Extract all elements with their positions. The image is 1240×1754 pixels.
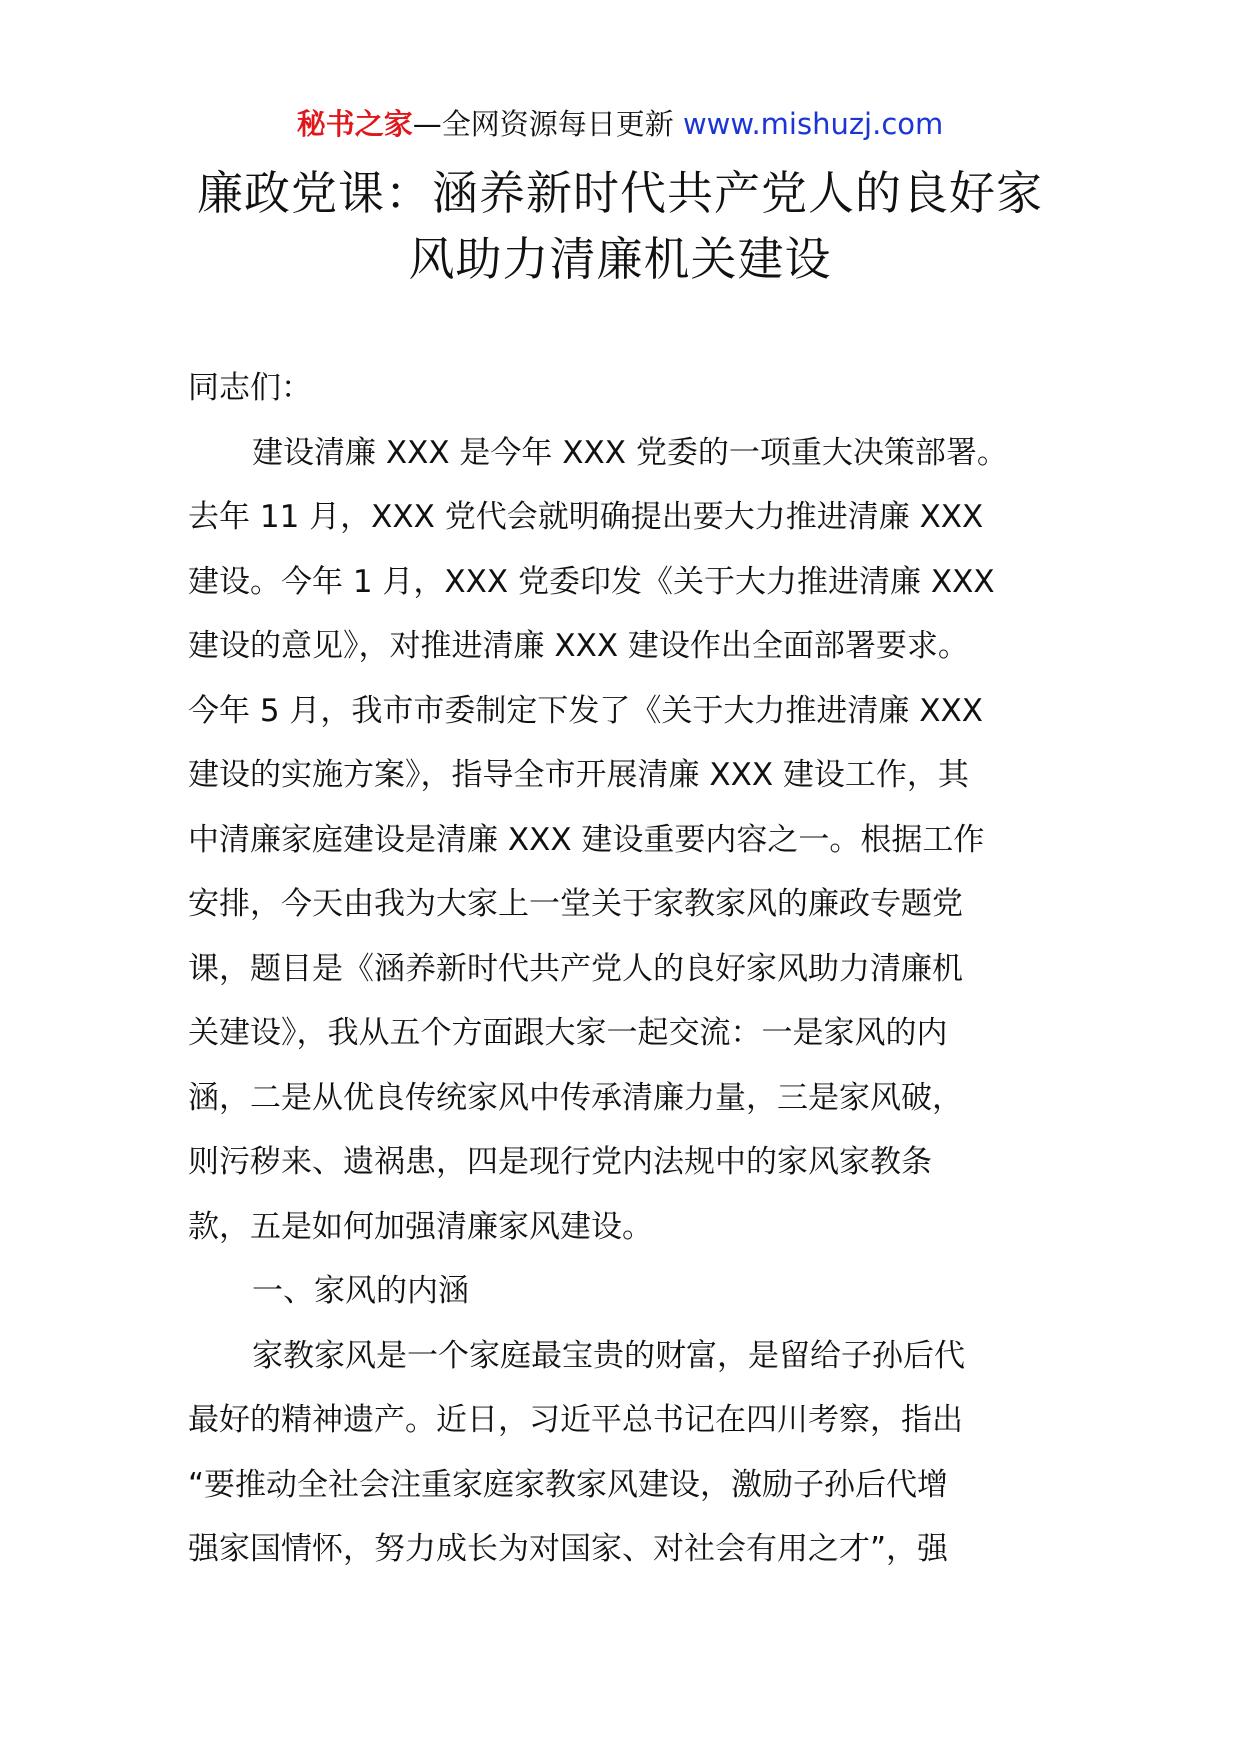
paragraph-intro <box>188 421 1058 1260</box>
banner-tagline: —全网资源每日更新 <box>412 107 674 141</box>
paragraph-line: 最好的精神遗产。近日，习近平总书记在四川考察，指出 <box>188 1402 963 1438</box>
paragraph-line: 安排，今天由我为大家上一堂关于家教家风的廉政专题党 <box>188 886 963 922</box>
paragraph-line: 去年 11 月，XXX 党代会就明确提出要大力推进清廉 XXX <box>188 499 984 535</box>
paragraph-line: 建设清廉 XXX 是今年 XXX 党委的一项重大决策部署。 <box>252 434 1008 471</box>
salutation: 同志们： <box>188 370 312 406</box>
paragraph-line: 建设。今年 1 月，XXX 党委印发《关于大力推进清廉 XXX <box>188 563 995 600</box>
paragraph-line: 课，题目是《涵养新时代共产党人的良好家风助力清廉机 <box>188 950 963 987</box>
section-heading-1: 一、家风的内涵 <box>252 1273 469 1309</box>
paragraph-section-1 <box>188 1324 1058 1582</box>
paragraph-line: 强家国情怀，努力成长为对国家、对社会有用之才”，强 <box>188 1531 949 1567</box>
paragraph-line: 建设的意见》，对推进清廉 XXX 建设作出全面部署要求。 <box>188 628 969 664</box>
document-body <box>188 356 1058 1582</box>
paragraph-line: 今年 5 月，我市市委制定下发了《关于大力推进清廉 XXX <box>188 692 983 729</box>
paragraph-line: 家教家风是一个家庭最宝贵的财富，是留给子孙后代 <box>252 1337 965 1374</box>
title-line-1: 廉政党课：涵养新时代共产党人的良好家 <box>197 166 1043 220</box>
banner-brand: 秘书之家 <box>296 107 413 141</box>
paragraph-line: 关建设》，我从五个方面跟大家一起交流：一是家风的内 <box>188 1015 948 1051</box>
paragraph-line: 中清廉家庭建设是清廉 XXX 建设重要内容之一。根据工作 <box>188 821 985 858</box>
banner-url-link[interactable]: www.mishuzj.com <box>682 107 944 141</box>
site-banner <box>0 104 1240 144</box>
paragraph-line: “要推动全社会注重家庭家教家风建设，激励子孙后代增 <box>188 1466 949 1503</box>
paragraph-line: 建设的实施方案》，指导全市开展清廉 XXX 建设工作，其 <box>188 757 969 793</box>
paragraph-line: 则污秽来、遗祸患，四是现行党内法规中的家风家教条 <box>188 1144 932 1180</box>
document-title <box>150 160 1090 292</box>
paragraph-line: 涵，二是从优良传统家风中传承清廉力量，三是家风破， <box>188 1079 963 1116</box>
paragraph-line: 款，五是如何加强清廉家风建设。 <box>188 1208 653 1245</box>
title-line-2: 风助力清廉机关建设 <box>408 232 832 286</box>
